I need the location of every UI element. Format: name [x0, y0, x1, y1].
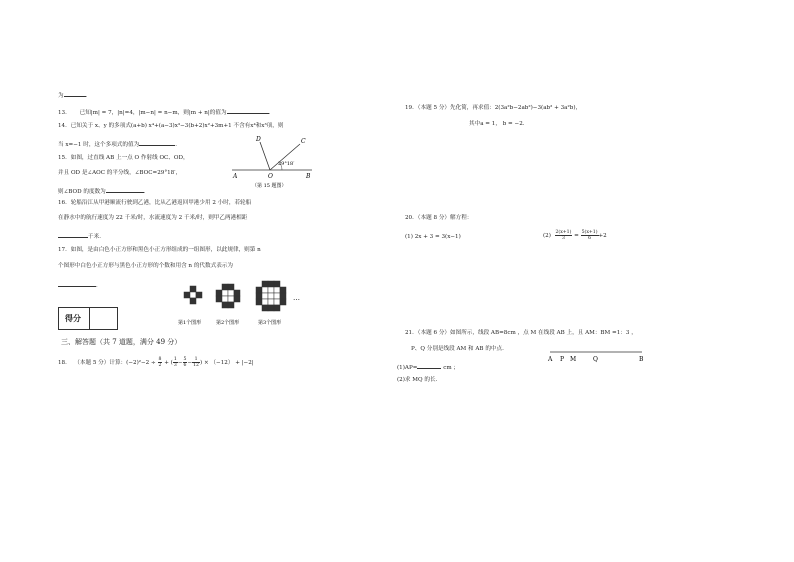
black-square — [234, 296, 240, 302]
answer-blank[interactable] — [106, 186, 144, 193]
section-3-heading: 三、解答题（共 7 道题，满分 49 分） — [61, 338, 182, 346]
question-20-head: 20．（本题 8 分）解方程： — [405, 215, 473, 221]
white-square — [274, 293, 280, 299]
black-square — [256, 287, 262, 293]
white-square — [274, 287, 280, 293]
answer-blank[interactable] — [139, 139, 175, 146]
black-square — [268, 305, 274, 311]
white-square — [262, 293, 268, 299]
question-18: 18． （本题 5 分）计算：(−2)²−2 ÷ $\frac{8}{2}$ + ( $\frac{1}{3}$ − $\frac{5}{6}$ − $\frac{1}{12}$ ) × （−12） + |−2| — [58, 357, 254, 368]
answer-blank[interactable] — [417, 362, 441, 369]
question-21-sub2: (2)求 MQ 的长. — [397, 377, 438, 383]
answer-blank[interactable] — [227, 107, 269, 114]
label-a: A — [233, 173, 238, 180]
black-square — [196, 292, 202, 298]
score-box — [58, 307, 118, 330]
point-m: M — [570, 356, 577, 363]
question-15-line3: 则∠BOD 的度数为 ． — [58, 186, 149, 196]
white-square — [228, 290, 234, 296]
white-square — [262, 287, 268, 293]
black-square — [190, 286, 196, 292]
black-square — [184, 292, 190, 298]
angle-label: 29°18′ — [278, 161, 295, 167]
answer-blank[interactable] — [64, 90, 86, 97]
black-square — [262, 305, 268, 311]
question-13: 13． 已知|m| = 7，|n|=4，|m−n| = n−m，则|m + n|的值为 ． — [58, 107, 274, 117]
white-square — [274, 299, 280, 305]
caption-fig3: 第3个图形 — [258, 320, 282, 326]
question-17-line1: 17．如图，是由白色小正方形和黑色小正方形组成的一组图形，以此规律，则第 n — [58, 247, 261, 253]
question-19-line1: 19．（本题 5 分）先化简，再求值：2(3a²b−2ab²)−3(ab² + 3a²b)， — [405, 105, 582, 111]
white-square — [228, 296, 234, 302]
answer-blank[interactable] — [58, 280, 96, 287]
question-16-line2: 在静水中的航行速度为 22 千米/时，水流速度为 2 千米/时，则甲乙两港相距 — [58, 215, 248, 221]
black-square — [274, 305, 280, 311]
white-square — [262, 299, 268, 305]
answer-blank[interactable] — [58, 231, 88, 238]
question-16-line1: 16．轮船沿江从甲港顺流行驶到乙港，比从乙港返回甲港少用 2 小时，若轮船 — [58, 200, 252, 206]
equation-2: (2) $\frac{2(x+1)}{3}$ = $\frac{5(x+1)}{6}$ +2 — [543, 230, 607, 241]
black-square — [256, 299, 262, 305]
black-square — [234, 290, 240, 296]
black-square — [280, 293, 286, 299]
white-square — [222, 296, 228, 302]
black-square — [280, 287, 286, 293]
black-square — [222, 302, 228, 308]
caption-fig1: 第1个图形 — [178, 320, 202, 326]
point-a: A — [548, 356, 553, 363]
black-square — [268, 281, 274, 287]
question-15-line2: 并且 OD 是∠AOC 的平分线，∠BOC=29°18′， — [58, 170, 182, 176]
black-square — [228, 302, 234, 308]
white-square — [268, 293, 274, 299]
caption-fig2: 第2个图形 — [216, 320, 240, 326]
segment-ab-figure — [546, 348, 648, 364]
black-square — [262, 281, 268, 287]
label-c: C — [301, 138, 306, 145]
question-14-line2: 当 x=−1 时，这个多项式的值为 ． — [58, 139, 181, 149]
q15-angle-figure — [228, 132, 318, 190]
question-21-line1: 21．（本题 6 分）如图所示，线段 AB=8cm ，点 M 在线段 AB 上，且 AM：BM =1：3 ， — [405, 330, 637, 336]
white-square — [222, 290, 228, 296]
question-17-line3: ． — [58, 280, 102, 290]
white-square — [268, 287, 274, 293]
white-square — [268, 299, 274, 305]
black-square — [216, 290, 222, 296]
label-o: O — [268, 173, 273, 180]
question-16-line3: 千米． — [58, 231, 105, 241]
black-square — [190, 298, 196, 304]
label-d: D — [256, 136, 261, 143]
q12-tail: 为 ． — [58, 90, 91, 100]
question-15-line1: 15．如图，过直线 AB 上一点 O 作射线 OC、OD， — [58, 155, 189, 161]
score-label: 得分 — [65, 314, 81, 323]
point-b: B — [639, 356, 644, 363]
question-14-line1: 14．已知关于 x、y 的多项式(a+b) x⁴+(a−3)x³−3(b+2)x²+3m+1 不含有x⁴和x³项，则 — [58, 123, 284, 129]
black-square — [222, 284, 228, 290]
black-square — [216, 296, 222, 302]
question-17-line2: 个图形中白色小正方形与黑色小正方形的个数和用含 n 的代数式表示为 — [58, 263, 233, 269]
black-square — [228, 284, 234, 290]
ellipsis: … — [293, 294, 300, 302]
black-square — [274, 281, 280, 287]
point-p: P — [560, 356, 565, 363]
question-21-line2: P、Q 分别是线段 AM 和 AB 的中点. — [411, 346, 504, 352]
point-q: Q — [593, 356, 598, 363]
black-square — [280, 299, 286, 305]
equation-1: (1) 2x + 3 = 3(x−1) — [405, 234, 461, 240]
q17-square-patterns — [176, 278, 312, 330]
white-square — [190, 292, 196, 298]
ray-od — [260, 142, 270, 170]
black-square — [256, 293, 262, 299]
label-b: B — [306, 173, 311, 180]
question-21-sub1: (1)AP= cm ； — [397, 362, 459, 372]
question-19-line2: 其中a = 1， b = −2． — [469, 121, 529, 127]
figure-caption: （第 15 题图） — [252, 183, 287, 189]
